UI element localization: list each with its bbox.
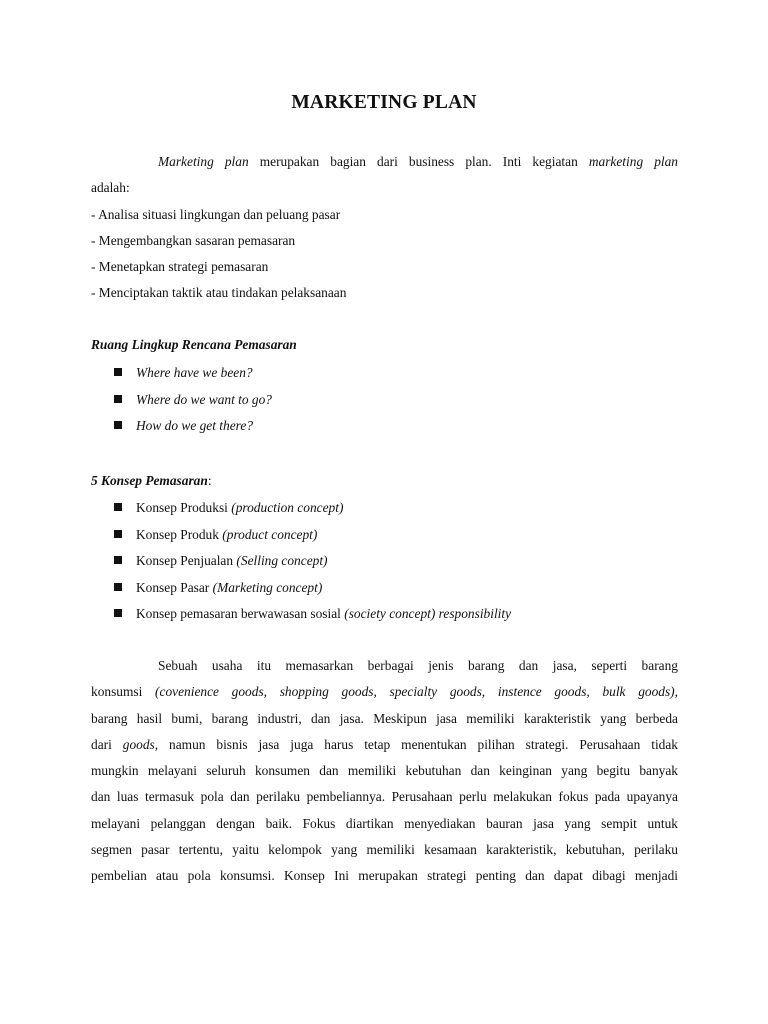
intro-text: merupakan bagian dari business plan. Inti kegiatan [248,154,589,169]
list-item-text: Konsep Produksi [136,500,232,515]
konsep-heading-colon: : [207,473,212,488]
body-line: dan luas termasuk pola dan perilaku pembeliannya. Perusahaan perlu melakukan fokus pada upayanya [91,789,678,805]
body-line: mungkin melayani seluruh konsumen dan memiliki kebutuhan dan keinginan yang begitu banyak [91,763,678,779]
list-item [114,522,511,549]
square-bullet-icon [114,609,122,617]
body-line [91,679,678,705]
body-text: dari [91,736,123,752]
list-item [114,387,272,414]
square-bullet-icon [114,368,122,376]
body-text: konsumsi [91,684,156,700]
intro-item: - Menciptakan taktik atau tindakan pelaksanaan [91,285,347,301]
body-line: melayani pelanggan dengan baik. Fokus diartikan menyediakan bauran jasa yang sempit untuk [91,815,678,831]
list-item-text: Konsep Pasar [136,579,213,595]
intro-term-1: Marketing plan [158,154,249,169]
body-line: barang hasil bumi, barang industri, dan jasa. Meskipun jasa memiliki karakteristik yang berbeda [91,710,678,726]
list-item [114,413,272,440]
list-item-term: (production concept) [231,500,344,515]
list-item [114,548,511,575]
list-item [114,360,272,387]
list-item [114,575,511,602]
list-item-term: (society concept) responsibility [344,606,512,621]
body-line [91,732,678,758]
intro-item: - Mengembangkan sasaran pemasaran [91,232,296,248]
body-text: , [674,684,679,700]
intro-item: - Menetapkan strategi pemasaran [91,259,269,275]
konsep-heading-text: 5 Konsep Pemasaran [91,473,208,488]
ruang-heading: Ruang Lingkup Rencana Pemasaran [91,337,297,352]
konsep-list [114,495,511,628]
body-term: (covenience goods, shopping goods, specialty goods, instence goods, bulk goods) [155,684,675,700]
list-item-term: (Marketing concept) [212,579,323,595]
ruang-list [114,360,272,440]
list-item-text: Konsep Produk [136,526,223,542]
list-item-text: Where do we want to go? [136,391,272,407]
konsep-heading [91,473,212,489]
intro-line-1 [91,149,678,175]
list-item [114,601,511,628]
intro-paragraph [91,149,678,307]
list-item-text: Konsep Penjualan [136,553,237,568]
list-item-text: Konsep pemasaran berwawasan sosial [136,606,345,621]
list-item-text: How do we get there? [136,418,254,433]
body-text: namun bisnis jasa juga harus tetap menentukan pilihan strategi. Perusahaan tidak [158,736,678,752]
body-line: Sebuah usaha itu memasarkan berbagai jenis barang dan jasa, seperti barang [158,658,678,673]
list-item-text: Where have we been? [136,365,253,380]
intro-item: - Analisa situasi lingkungan dan peluang pasar [91,206,341,222]
square-bullet-icon [114,503,122,511]
list-item [114,495,511,522]
square-bullet-icon [114,395,122,403]
page-title: MARKETING PLAN [291,92,477,113]
body-line: segmen pasar tertentu, yaitu kelompok yang memiliki kesamaan karakteristik, kebutuhan, perilaku [91,842,678,858]
square-bullet-icon [114,530,122,538]
body-term: goods, [122,736,159,752]
list-item-term: (Selling concept) [236,553,328,568]
body-line: pembelian atau pola konsumsi. Konsep Ini merupakan strategi penting dan dapat dibagi menjadi [91,868,678,884]
intro-term-2: marketing plan [588,154,679,169]
square-bullet-icon [114,583,122,591]
list-item-term: (product concept) [222,526,318,542]
square-bullet-icon [114,556,122,564]
body-paragraph [91,653,678,890]
intro-line-2: adalah: [91,180,130,196]
square-bullet-icon [114,421,122,429]
